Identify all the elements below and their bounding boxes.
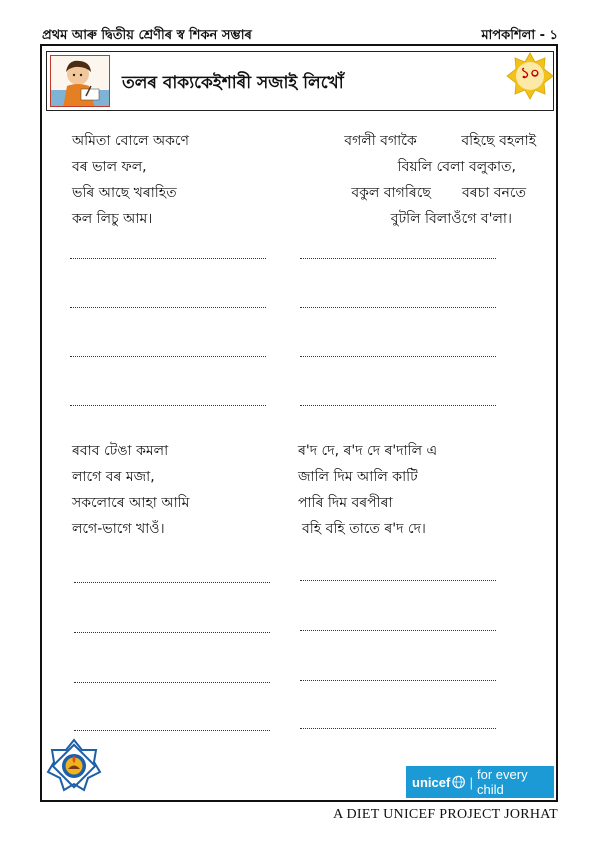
- unicef-tagline: for every child: [477, 767, 528, 797]
- poem-line: পাৰি দিম বৰপীৰা: [298, 495, 393, 511]
- unicef-banner: [406, 766, 554, 798]
- writing-line[interactable]: [300, 579, 496, 581]
- poem-amita: [72, 128, 189, 232]
- writing-line[interactable]: [74, 631, 270, 633]
- poem-line: সকলোৰে আহা আমি: [72, 495, 190, 511]
- poem-rod-de: [298, 438, 437, 542]
- poem-line: বৰ ভাল ফল,: [72, 159, 147, 175]
- writing-line[interactable]: [300, 404, 496, 406]
- poem-line: কল লিচু আম।: [72, 211, 153, 227]
- unicef-name: unicef: [412, 774, 451, 790]
- poem-bagali: [296, 128, 536, 232]
- writing-line[interactable]: [300, 679, 496, 681]
- writing-line[interactable]: [70, 257, 266, 259]
- exercise-number: ১০: [520, 64, 540, 82]
- diet-emblem-icon: [46, 738, 102, 794]
- writing-line[interactable]: [70, 404, 266, 406]
- writing-line[interactable]: [300, 629, 496, 631]
- writing-line[interactable]: [300, 306, 496, 308]
- poem-rabab: [72, 438, 189, 542]
- writing-line[interactable]: [300, 257, 496, 259]
- writing-line[interactable]: [300, 355, 496, 357]
- project-credit: A DIET UNICEF PROJECT JORHAT: [333, 807, 558, 822]
- writing-line[interactable]: [74, 729, 270, 731]
- writing-child-illustration: [50, 55, 110, 107]
- poem-line: অমিতা বোলে অকণে: [72, 133, 189, 149]
- worksheet-number: মাপকশিলা - ১: [481, 28, 558, 43]
- poem-line: ৰবাব টেঙা কমলা: [72, 443, 169, 459]
- writing-line[interactable]: [74, 681, 270, 683]
- writing-line[interactable]: [74, 581, 270, 583]
- writing-line[interactable]: [70, 306, 266, 308]
- worksheet-series-title: প্ৰথম আৰু দ্বিতীয় শ্ৰেণীৰ স্ব শিকন সম্ভাৰ: [42, 28, 252, 43]
- poem-line: বিয়লি বেলা বলুকাত,: [397, 159, 516, 175]
- poem-line: বকুল বাগৰিছে বৰচা বনতে: [351, 185, 526, 201]
- poem-line: লগে-ভাগে খাওঁ।: [72, 521, 165, 537]
- poem-line: জালি দিম আলি কাটি: [298, 469, 418, 485]
- writing-line[interactable]: [70, 355, 266, 357]
- separator: |: [469, 774, 473, 790]
- poem-line: ভৰি আছে খৰাহিত: [72, 185, 177, 201]
- poem-line: বহি বহি তাতে ৰ'দ দে।: [302, 521, 426, 537]
- instruction-text: তলৰ বাক্যকেইশাৰী সজাই লিখোঁ: [122, 73, 344, 93]
- poem-line: বুটলি বিলাওঁগে ব'লা।: [390, 211, 512, 227]
- poem-line: ৰ'দ দে, ৰ'দ দে ৰ'দালি এ: [298, 443, 438, 459]
- writing-line[interactable]: [300, 727, 496, 729]
- poem-line: লাগে বৰ মজা,: [72, 469, 155, 485]
- poem-line: বগলী বগাকৈ বহিছে বহলাই: [344, 133, 536, 149]
- unicef-globe-icon: [452, 775, 465, 789]
